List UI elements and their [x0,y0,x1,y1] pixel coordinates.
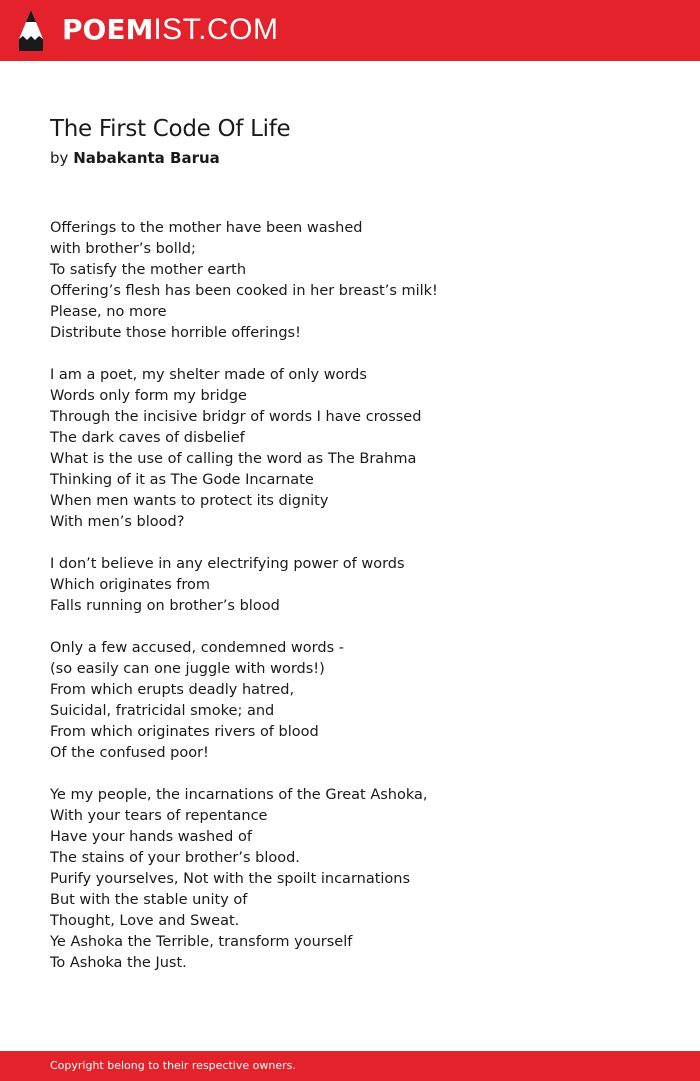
poem-line: Have your hands washed of [50,829,252,845]
poem-line: To satisfy the mother earth [50,262,247,278]
poem-line: With men’s blood? [50,514,185,530]
poem-line: From which erupts deadly hatred, [50,682,295,698]
poem-line: Distribute those horrible offerings! [50,325,301,341]
poem-line: Falls running on brother’s blood [50,598,280,614]
site-header [0,0,700,61]
poem-line: What is the use of calling the word as The Brahma [50,451,417,467]
byline-prefix: by [50,149,69,167]
poem-line: With your tears of repentance [50,808,268,824]
stanza [50,218,438,344]
poem-line: I don’t believe in any electrifying power of words [50,556,405,572]
poem-line: Please, no more [50,304,167,320]
stanza [50,365,438,533]
stanza-gap [50,764,438,785]
poem-line: Suicidal, fratricidal smoke; and [50,703,275,719]
stanza-gap [50,617,438,638]
poem-line: When men wants to protect its dignity [50,493,329,509]
poem-line: But with the stable unity of [50,892,248,908]
brand-bold: POEM [62,13,154,46]
poem-line: with brother’s bolld; [50,241,196,257]
poem-line: The stains of your brother’s blood. [50,850,300,866]
poem-line: To Ashoka the Just. [50,955,187,971]
pencil-icon[interactable] [18,9,44,52]
poem-line: Which originates from [50,577,211,593]
poem-author: Nabakanta Barua [73,149,220,167]
poem-body [50,218,438,974]
stanza-gap [50,533,438,554]
stanza [50,785,438,974]
poem-line: Only a few accused, condemned words - [50,640,344,656]
poem-line: Of the confused poor! [50,745,209,761]
poem-line: Words only form my bridge [50,388,247,404]
stanza [50,638,438,764]
stanza [50,554,438,617]
poem-line: The dark caves of disbelief [50,430,245,446]
poem-title: The First Code Of Life [50,116,291,142]
brand-rest: IST.COM [153,13,279,46]
poem-line: From which originates rivers of blood [50,724,319,740]
poem-line: Offerings to the mother have been washed [50,220,363,236]
poem-line: (so easily can one juggle with words!) [50,661,325,677]
poem-line: Ye Ashoka the Terrible, transform yourself [50,934,353,950]
poem-line: Through the incisive bridgr of words I have crossed [50,409,422,425]
poem-line: I am a poet, my shelter made of only words [50,367,367,383]
poem-line: Thought, Love and Sweat. [50,913,240,929]
site-logo-text[interactable] [62,12,279,48]
byline [50,149,220,167]
poem-line: Ye my people, the incarnations of the Great Ashoka, [50,787,428,803]
site-footer [0,1051,700,1081]
poem-line: Offering’s flesh has been cooked in her breast’s milk! [50,283,438,299]
poem-line: Purify yourselves, Not with the spoilt incarnations [50,871,411,887]
poem-line: Thinking of it as The Gode Incarnate [50,472,314,488]
copyright-text: Copyright belong to their respective owners. [50,1059,296,1072]
stanza-gap [50,344,438,365]
